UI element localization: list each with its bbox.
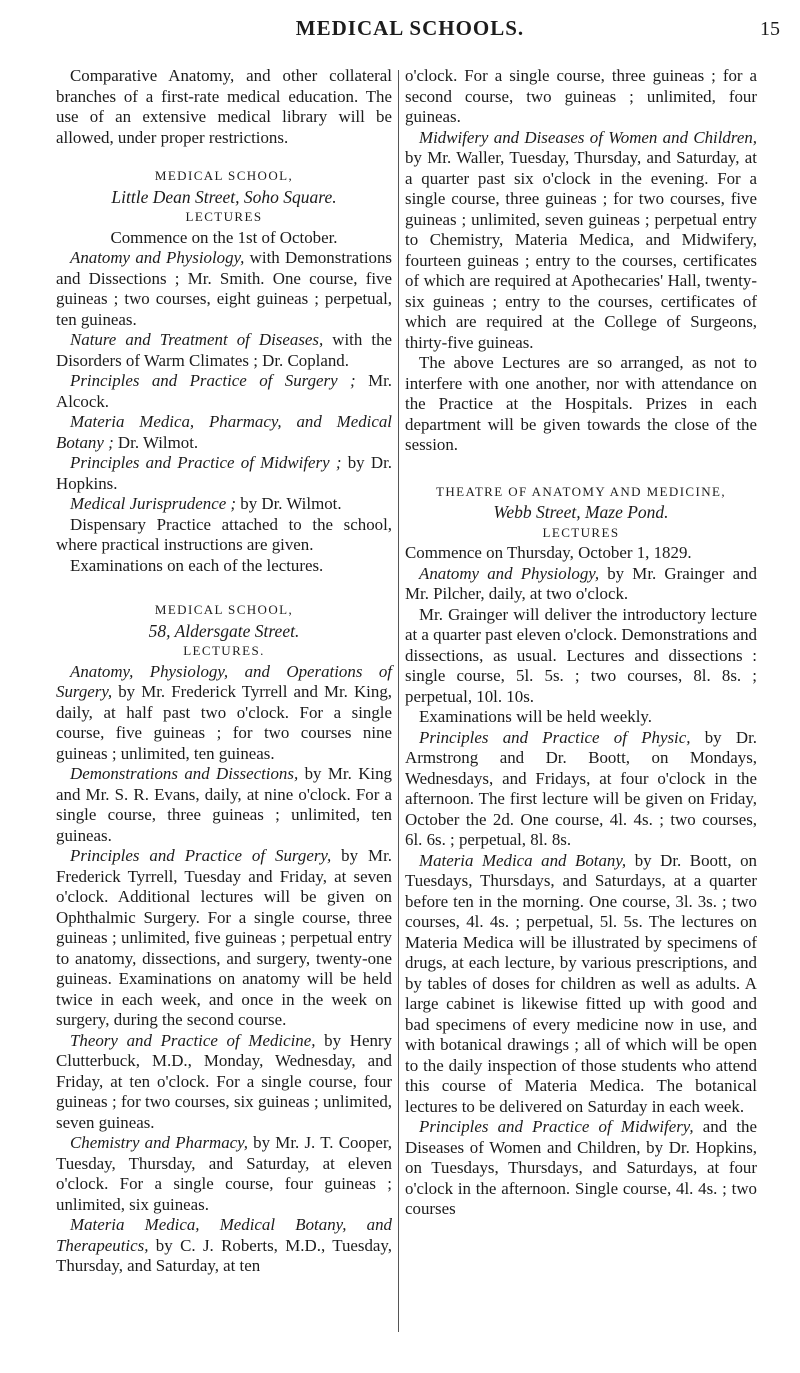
course-text: by Dr. Wilmot.: [236, 494, 342, 513]
course-text: by C. J. Roberts, M.D., Tuesday, Thursday, and Saturday, at ten: [56, 1235, 392, 1275]
course-title: Anatomy and Physiology,: [419, 563, 600, 583]
course-text: by Mr. Waller, Tuesday, Thursday, and Saturday, at a quarter past six o'clock in the evening. For a single course, three guineas ; for two courses, five guineas ; unlimited, seven guineas ; perpetual entry to Chemistry, Materia Medica, and Midwifery, fourteen guineas ; entry to the courses, certificates of which are required at Apothecaries' Hall, twenty-six guineas ; entry to the courses, certificates of which are required at the College of Surgeons, thirty-five guineas.: [405, 148, 757, 352]
course-title: Materia Medica, Pharmacy, and Medical Botany ;: [56, 412, 392, 452]
course-text: by Henry Clutterbuck, M.D., Monday, Wednesday, and Friday, at ten o'clock. For a single course, four guineas ; for two courses, six guineas ; unlimited, seven guineas.: [56, 1030, 392, 1132]
course-title: Medical Jurisprudence ;: [70, 494, 237, 513]
course-entry: [56, 764, 392, 846]
course-entry: [56, 330, 392, 371]
lectures-heading: LECTURES.: [183, 643, 265, 658]
course-text: by Mr. King and Mr. S. R. Evans, daily, at nine o'clock. For a single course, three guineas ; unlimited, ten guineas.: [56, 764, 392, 845]
course-title: Principles and Practice of Midwifery ;: [70, 453, 342, 472]
course-text: by Dr. Armstrong and Dr. Boott, on Mondays, Wednesdays, and Fridays, at four o'clock in the afternoon. The first lecture will be given on Friday, October the 2d. One course, 4l. 4s. ; two courses, 6l. 6s. ; perpetual, 8l. 8s.: [405, 727, 758, 849]
school-heading: MEDICAL SCHOOL,: [154, 168, 294, 183]
examinations-paragraph: Examinations will be held weekly.: [419, 707, 652, 726]
running-title: MEDICAL SCHOOLS.: [295, 16, 525, 40]
course-entry: [405, 1117, 757, 1220]
school-address: [56, 621, 392, 642]
course-entry: [56, 371, 392, 412]
course-entry: [56, 846, 392, 1031]
course-entry: [56, 1215, 392, 1277]
left-column: [56, 66, 392, 1277]
course-entry: [405, 564, 757, 605]
course-entry: [56, 1031, 392, 1134]
course-title: Demonstrations and Dissections,: [70, 764, 299, 783]
continued-paragraph: o'clock. For a single course, three guineas ; for a second course, two guineas ; unlimited, four guineas.: [405, 66, 757, 126]
running-header: [40, 16, 780, 48]
course-entry: [56, 494, 392, 515]
school-heading: MEDICAL SCHOOL,: [154, 602, 294, 617]
course-title: Principles and Practice of Surgery,: [70, 846, 332, 865]
course-text: by Dr. Boott, on Tuesdays, Thursdays, and Saturdays, at a quarter before ten in the morning. One course, 3l. 3s. ; two courses, 4l. 4s. ; perpetual, 5l. 5s. The lectures on Materia Medica will be illustrated by specimens of drugs, at each lecture, by various prescriptions, and by tables of doses for children as well as adults. A large cabinet is likewise fitted up with good and bad specimens of every medicine now in use, and with botanical drawings ; all of which will be open to the daily inspection of those students who attend this course of Materia Medica. The botanical lectures to be delivered on Saturday in each week.: [405, 850, 757, 1116]
course-title: Principles and Practice of Surgery ;: [70, 371, 356, 390]
page-number: 15: [760, 18, 780, 40]
course-title: Anatomy and Physiology,: [70, 248, 245, 267]
commence-line: Commence on the 1st of October.: [110, 227, 338, 247]
lectures-heading: LECTURES: [185, 209, 263, 224]
course-title: Principles and Practice of Midwifery,: [419, 1117, 694, 1136]
course-text: Dr. Wilmot.: [113, 432, 199, 452]
course-text: and the Diseases of Women and Children, by Dr. Hopkins, on Tuesdays, Thursdays, and Saturdays, at four o'clock in the afternoon. Single course, 4l. 4s. ; two courses: [405, 1117, 757, 1218]
course-text: with Demonstrations and Dissections ; Mr. Smith. One course, five guineas ; two courses, eight guineas ; perpetual, ten guineas.: [56, 248, 392, 329]
course-entry: [405, 851, 757, 1118]
course-entry: [56, 662, 392, 765]
address-street: Aldersgate Street.: [174, 620, 300, 641]
commence-line: Commence on Thursday, October 1, 1829.: [405, 543, 692, 562]
course-title: Midwifery and Diseases of Women and Children,: [419, 127, 757, 147]
right-column: [405, 66, 757, 1220]
course-text: by Mr. Frederick Tyrrell, Tuesday and Friday, at seven o'clock. Additional lectures will be given on Ophthalmic Surgery. For a single course, three guineas ; unlimited, five guineas ; perpetual entry to anatomy, dissections, and surgery, twenty-one guineas. Examinations on anatomy will be held twice in each week, and once in the week on surgery, during the second course.: [56, 846, 392, 1029]
course-title: Anatomy, Physiology, and Operations of Surgery,: [56, 661, 392, 701]
course-entry: [405, 128, 757, 354]
address-number: 58,: [148, 620, 175, 641]
course-entry: [56, 453, 392, 494]
course-entry: [56, 248, 392, 330]
course-entry: [56, 412, 392, 453]
course-text: by Mr. J. T. Cooper, Tuesday, Thursday, and Saturday, at eleven o'clock. For a single course, four guineas ; unlimited, six guineas.: [56, 1133, 392, 1214]
course-title: Materia Medica and Botany,: [419, 850, 627, 870]
course-title: Nature and Treatment of Diseases,: [70, 330, 324, 349]
examinations-paragraph: Examinations on each of the lectures.: [70, 555, 324, 575]
school-address: Webb Street, Maze Pond.: [493, 502, 669, 522]
column-divider: [398, 70, 399, 1332]
school-heading: THEATRE OF ANATOMY AND MEDICINE,: [436, 483, 726, 499]
course-text: Mr. Alcock.: [56, 371, 393, 411]
arrangement-paragraph: The above Lectures are so arranged, as not to interfere with one another, nor with attendance on the Practice at the Hospitals. Prizes in each department will be given towards the close of the session.: [405, 353, 757, 454]
dispensary-paragraph: Dispensary Practice attached to the school, where practical instructions are given.: [56, 514, 392, 554]
course-title: Principles and Practice of Physic,: [419, 727, 691, 747]
course-title: Chemistry and Pharmacy,: [70, 1133, 248, 1152]
introductory-paragraph: Mr. Grainger will deliver the introductory lecture at a quarter past eleven o'clock. Demonstrations and dissections, as usual. Lectures and dissections : single course, 5l. 5s. ; two courses, 8l. 8s. ; perpetual, 10l. 10s.: [405, 604, 757, 706]
course-entry: [405, 728, 757, 851]
course-entry: [56, 1133, 392, 1215]
course-title: Theory and Practice of Medicine,: [70, 1030, 316, 1050]
school-address: Little Dean Street, Soho Square.: [111, 186, 337, 207]
lectures-heading: LECTURES: [542, 524, 620, 540]
course-text: with the Disorders of Warm Climates ; Dr. Copland.: [56, 330, 393, 370]
course-text: by Mr. Grainger and Mr. Pilcher, daily, at two o'clock.: [405, 563, 757, 603]
course-title: Materia Medica, Medical Botany, and Therapeutics,: [56, 1215, 392, 1255]
course-text: by Mr. Frederick Tyrrell and Mr. King, daily, at half past two o'clock. For a single course, five guineas ; for two courses nine guineas ; unlimited, ten guineas.: [56, 682, 392, 763]
intro-paragraph: Comparative Anatomy, and other collateral branches of a first-rate medical education. The use of an extensive medical library will be allowed, under proper restrictions.: [56, 66, 392, 147]
course-text: by Dr. Hopkins.: [56, 453, 392, 493]
